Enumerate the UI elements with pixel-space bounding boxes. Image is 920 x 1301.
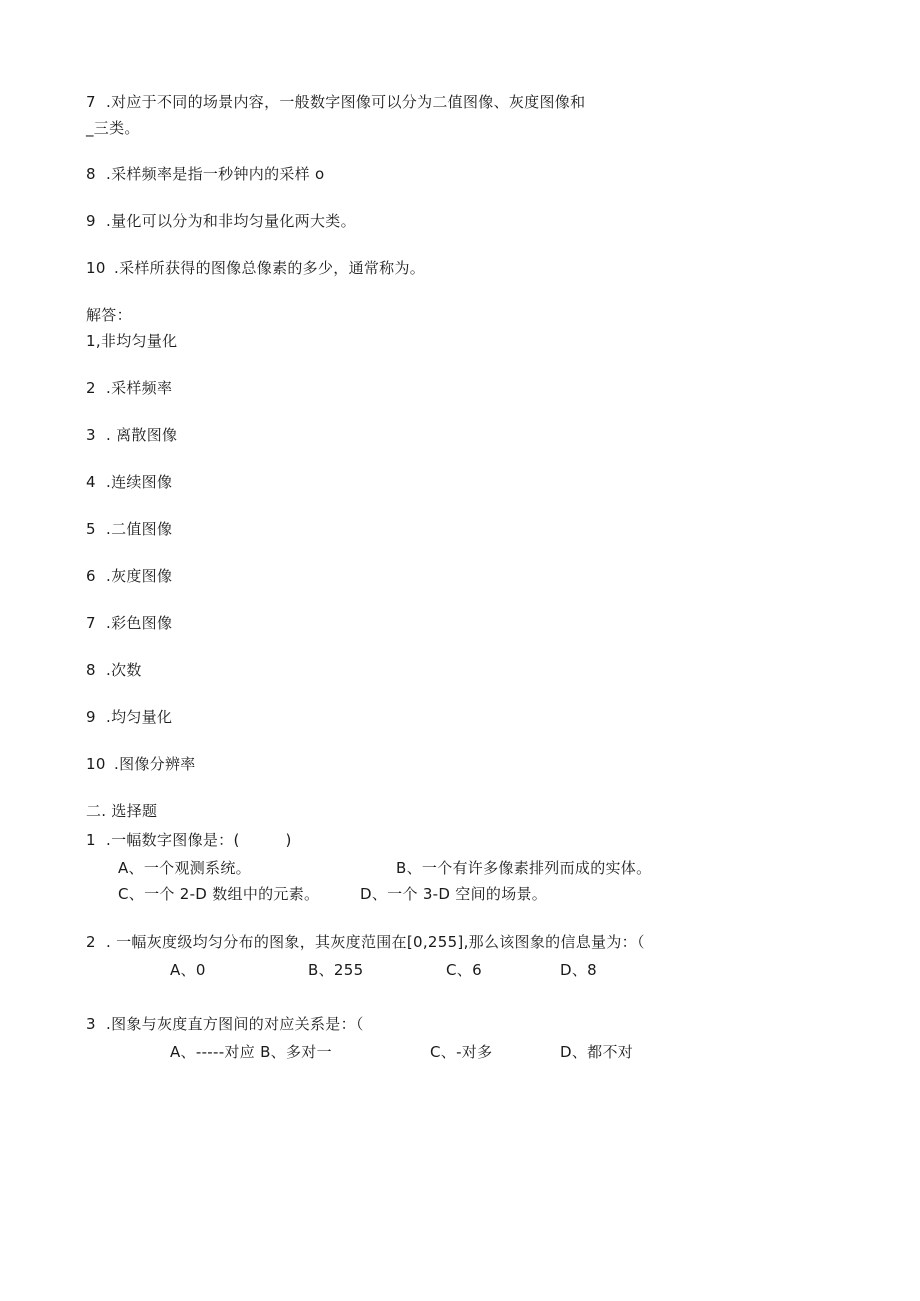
choice-2-option-c: C、6 — [446, 961, 482, 979]
answer-number: 7 — [86, 614, 96, 632]
question-number: 2 — [86, 933, 96, 951]
answer-number: 5 — [86, 520, 96, 538]
answer-6 — [86, 566, 172, 586]
choice-1-option-a: A、一个观测系统。 — [118, 859, 251, 877]
choice-2-option-b: B、255 — [308, 961, 364, 979]
question-number: 9 — [86, 212, 96, 230]
answer-5 — [86, 519, 172, 539]
question-text: . 一幅灰度级均匀分布的图象，其灰度范围在[0,255],那么该图象的信息量为：（ — [106, 933, 645, 951]
answer-text: .图像分辨率 — [114, 755, 196, 773]
choice-3-option-c: C、-对多 — [430, 1043, 493, 1061]
answer-9 — [86, 707, 172, 727]
answer-text: 非均匀量化 — [100, 332, 178, 350]
answer-8 — [86, 660, 142, 680]
fill-question-10 — [86, 258, 425, 278]
answer-10 — [86, 754, 196, 774]
fill-question-8 — [86, 164, 325, 184]
choice-question-1 — [86, 830, 292, 850]
question-text: .对应于不同的场景内容，一般数字图像可以分为二值图像、灰度图像和 — [106, 93, 586, 111]
question-text: .采样频率是指一秒钟内的采样 o — [106, 165, 325, 183]
choice-3-option-a-b: A、-----对应 B、多对一 — [170, 1043, 332, 1061]
answer-7 — [86, 613, 172, 633]
answer-number: 10 — [86, 755, 106, 773]
answer-text: .灰度图像 — [106, 567, 173, 585]
answer-text: .彩色图像 — [106, 614, 173, 632]
answer-text: .连续图像 — [106, 473, 173, 491]
question-text: .量化可以分为和非均匀量化两大类。 — [106, 212, 356, 230]
answer-text: .均匀量化 — [106, 708, 173, 726]
choice-question-3 — [86, 1014, 364, 1034]
choice-question-2 — [86, 932, 645, 952]
answer-number: 9 — [86, 708, 96, 726]
question-number: 7 — [86, 93, 96, 111]
answer-number: 1, — [86, 332, 101, 350]
answer-number: 8 — [86, 661, 96, 679]
answer-text: .采样频率 — [106, 379, 173, 397]
answers-heading: 解答： — [86, 306, 132, 324]
answer-4 — [86, 472, 172, 492]
answer-number: 6 — [86, 567, 96, 585]
choice-2-option-d: D、8 — [560, 961, 597, 979]
choice-heading: 二. 选择题 — [86, 802, 158, 820]
question-number: 3 — [86, 1015, 96, 1033]
answer-text: . 离散图像 — [106, 426, 178, 444]
choice-3-option-d: D、都不对 — [560, 1043, 634, 1061]
fill-question-7 — [86, 92, 585, 112]
answer-1 — [86, 331, 177, 351]
answer-2 — [86, 378, 172, 398]
question-number: 10 — [86, 259, 106, 277]
question-text: .采样所获得的图像总像素的多少，通常称为。 — [114, 259, 426, 277]
answer-number: 4 — [86, 473, 96, 491]
answer-number: 2 — [86, 379, 96, 397]
question-number: 1 — [86, 831, 96, 849]
question-text: .一幅数字图像是：( ) — [106, 831, 292, 849]
fill-question-7-continued — [86, 118, 140, 138]
choice-1-option-d: D、一个 3-D 空间的场景。 — [360, 885, 548, 903]
choice-1-option-c: C、一个 2-D 数组中的元素。 — [118, 885, 320, 903]
choice-1-option-b: B、一个有许多像素排列而成的实体。 — [396, 859, 652, 877]
question-text: _三类。 — [86, 119, 140, 137]
answer-text: .次数 — [106, 661, 142, 679]
fill-question-9 — [86, 211, 356, 231]
answer-3 — [86, 425, 177, 445]
choice-2-option-a: A、0 — [170, 961, 206, 979]
question-number: 8 — [86, 165, 96, 183]
question-text: .图象与灰度直方图间的对应关系是：（ — [106, 1015, 364, 1033]
answer-text: .二值图像 — [106, 520, 173, 538]
answer-number: 3 — [86, 426, 96, 444]
